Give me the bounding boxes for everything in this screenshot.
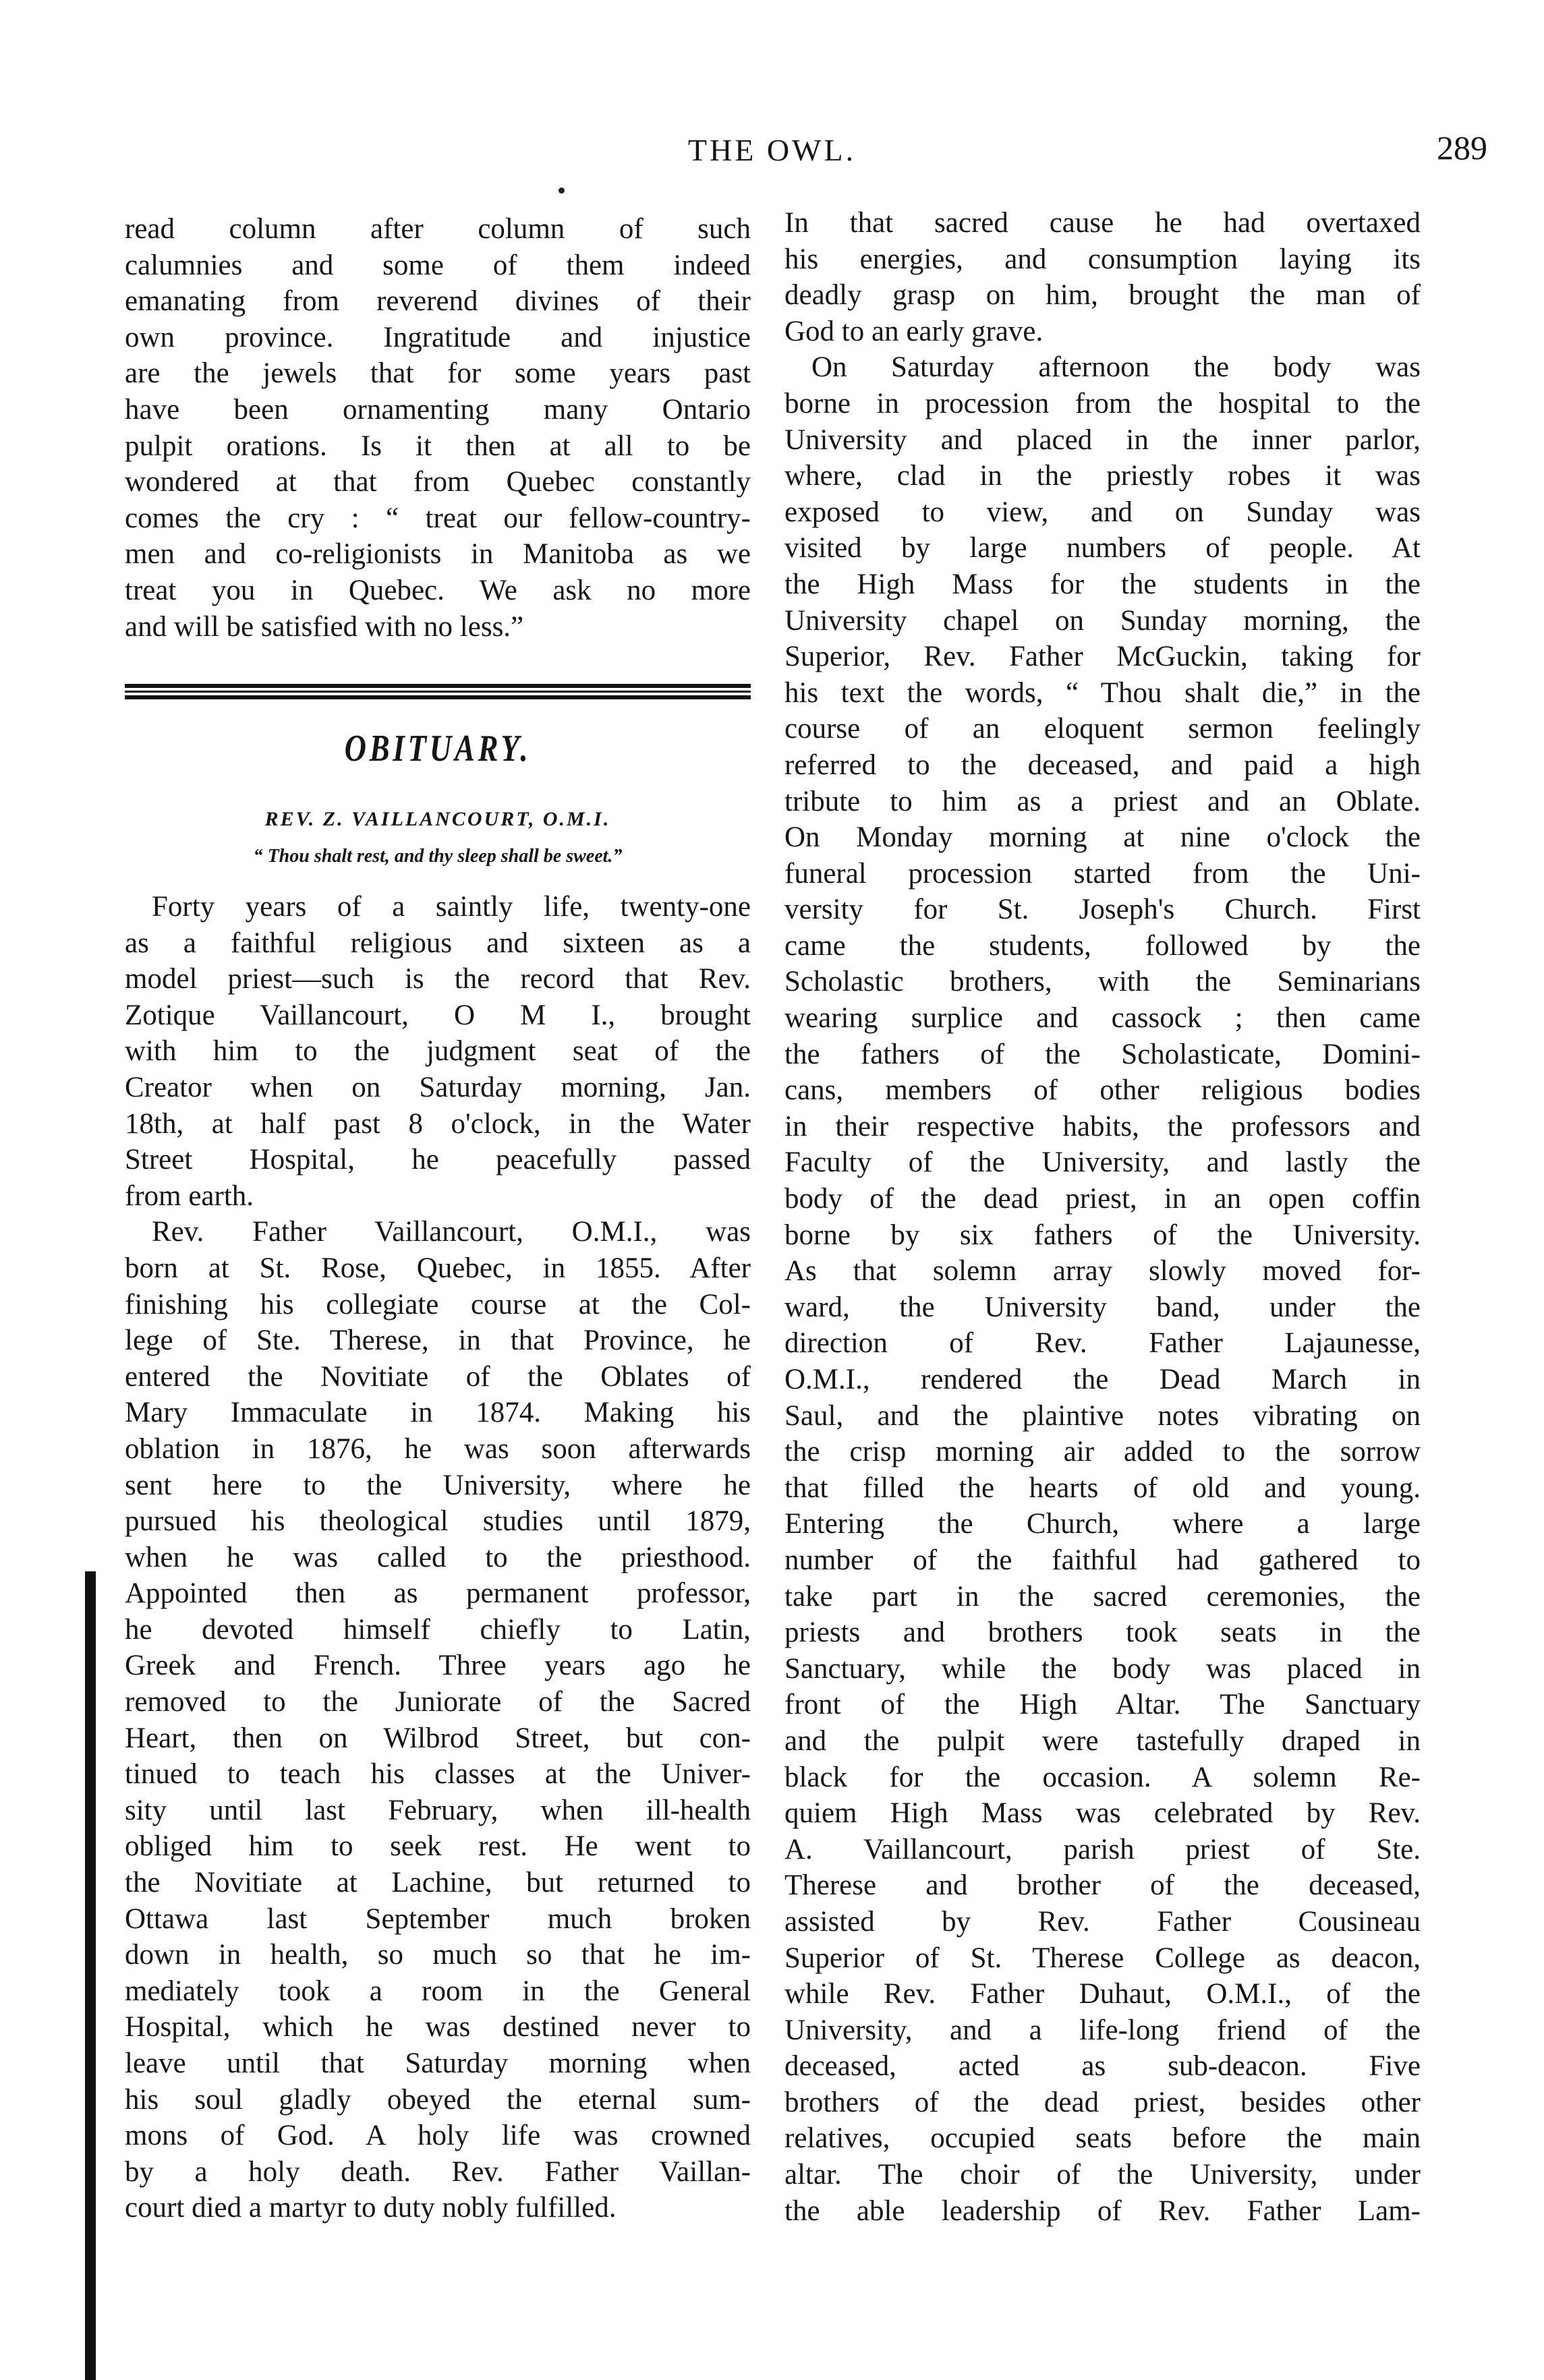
text-line: O.M.I., rendered the Dead March in (784, 1364, 1421, 1395)
text-line: and will be satisfied with no less.” (125, 610, 524, 643)
text-line: sent here to the University, where he (125, 1469, 751, 1501)
obituary-body (125, 889, 751, 2226)
text-line: men and co-religionists in Manitoba as we (125, 538, 751, 571)
text-line: brothers of the dead priest, besides other (784, 2086, 1421, 2118)
text-line: mediately took a room in the General (125, 1975, 751, 2007)
text-line: ward, the University band, under the (784, 1291, 1421, 1323)
text-line: Hospital, which he was destined never to (125, 2011, 751, 2043)
text-line: oblation in 1876, he was soon afterwards (125, 1432, 751, 1465)
text-line: Superior of St. Therese College as deacon, (784, 1942, 1421, 1974)
text-line: have been ornamenting many Ontario (125, 393, 751, 426)
text-line: with him to the judgment seat of the (125, 1035, 751, 1068)
text-line: court died a martyr to duty nobly fulfilled. (125, 2192, 617, 2224)
text-line: entered the Novitiate of the Oblates of (125, 1360, 751, 1393)
text-line: Mary Immaculate in 1874. Making his (125, 1397, 751, 1429)
text-line: his text the words, “ Thou shalt die,” in the (784, 676, 1421, 709)
text-line: Entering the Church, where a large (784, 1508, 1421, 1540)
text-line: Creator when on Saturday morning, Jan. (125, 1071, 751, 1103)
text-line: Street Hospital, he peacefully passed (125, 1144, 751, 1176)
text-line: direction of Rev. Father Lajaunesse, (784, 1327, 1421, 1360)
text-line: where, clad in the priestly robes it was (784, 460, 1421, 492)
text-line: take part in the sacred ceremonies, the (784, 1580, 1421, 1613)
text-line: funeral procession started from the Uni- (784, 857, 1421, 890)
text-line: referred to the deceased, and paid a high (784, 749, 1421, 781)
text-line: In that sacred cause he had overtaxed (784, 207, 1421, 239)
text-line: Heart, then on Wilbrod Street, but con- (125, 1722, 751, 1754)
text-line: deadly grasp on him, brought the man of (784, 279, 1421, 312)
text-line: tribute to him as a priest and an Oblate. (784, 785, 1421, 817)
left-column-continuation (125, 211, 751, 645)
text-line: by a holy death. Rev. Father Vaillan- (125, 2155, 751, 2188)
text-line: the Novitiate at Lachine, but returned to (125, 1867, 751, 1899)
text-line: as a faithful religious and sixteen as a (125, 927, 751, 959)
text-line: that filled the hearts of old and young. (784, 1472, 1421, 1504)
text-line: own province. Ingratitude and injustice (125, 321, 751, 353)
text-line: the fathers of the Scholasticate, Domini- (784, 1038, 1421, 1070)
text-line: body of the dead priest, in an open coffin (784, 1183, 1421, 1215)
text-line: Scholastic brothers, with the Seminarians (784, 966, 1421, 998)
text-line: cans, members of other religious bodies (784, 1074, 1421, 1107)
text-line: Ottawa last September much broken (125, 1903, 751, 1935)
text-line: down in health, so much so that he im- (125, 1939, 751, 1971)
text-line: the High Mass for the students in the (784, 568, 1421, 600)
text-line: pulpit orations. Is it then at all to be (125, 430, 751, 462)
text-line: sity until last February, when ill-health (125, 1794, 751, 1826)
text-line: black for the occasion. A solemn Re- (784, 1761, 1421, 1793)
text-line: in their respective habits, the professors and (784, 1110, 1421, 1142)
text-line: University and placed in the inner parlor, (784, 424, 1421, 456)
text-line: priests and brothers took seats in the (784, 1617, 1421, 1649)
rule-thick (125, 695, 751, 699)
text-line: tinued to teach his classes at the Univer- (125, 1758, 751, 1791)
text-line: lege of Ste. Therese, in that Province, he (125, 1325, 751, 1357)
text-line: versity for St. Joseph's Church. First (784, 894, 1421, 926)
text-line: Faculty of the University, and lastly the (784, 1147, 1421, 1179)
text-line: front of the High Altar. The Sanctuary (784, 1689, 1421, 1721)
text-line: Saul, and the plaintive notes vibrating on (784, 1399, 1421, 1432)
text-line: when he was called to the priesthood. (125, 1541, 751, 1573)
text-line: University, and a life-long friend of the (784, 2014, 1421, 2046)
text-line: exposed to view, and on Sunday was (784, 496, 1421, 528)
text-line: calumnies and some of them indeed (125, 249, 751, 281)
text-line: 18th, at half past 8 o'clock, in the Water (125, 1107, 751, 1140)
text-line: Appointed then as permanent professor, (125, 1577, 751, 1610)
text-line: born at St. Rose, Quebec, in 1855. After (125, 1252, 751, 1284)
text-line: course of an eloquent sermon feelingly (784, 713, 1421, 745)
text-line: his soul gladly obeyed the eternal sum- (125, 2083, 751, 2116)
text-line: obliged him to seek rest. He went to (125, 1830, 751, 1863)
scan-margin-shadow (85, 1571, 96, 2380)
text-line: University chapel on Sunday morning, the (784, 604, 1421, 637)
text-line: God to an early grave. (784, 315, 1043, 347)
text-line: pursued his theological studies until 1879, (125, 1505, 751, 1538)
text-line: assisted by Rev. Father Cousineau (784, 1905, 1421, 1938)
obituary-subtitle: REV. Z. VAILLANCOURT, O.M.I. (264, 808, 611, 830)
page-number: 289 (1437, 129, 1487, 167)
text-line: and the pulpit were tastefully draped in (784, 1724, 1421, 1757)
text-line: deceased, acted as sub-deacon. Five (784, 2050, 1421, 2083)
text-line: read column after column of such (125, 213, 751, 245)
text-line: came the students, followed by the (784, 929, 1421, 962)
text-line: Superior, Rev. Father McGuckin, taking for (784, 641, 1421, 673)
text-line: the able leadership of Rev. Father Lam- (784, 2195, 1421, 2227)
obituary-epigraph: “ Thou shalt rest, and thy sleep shall be sweet.” (253, 846, 623, 867)
text-line: Sanctuary, while the body was placed in (784, 1652, 1421, 1685)
text-line: visited by large numbers of people. At (784, 532, 1421, 564)
text-line: wondered at that from Quebec constantly (125, 466, 751, 498)
section-divider-rules (125, 684, 751, 702)
text-line: borne by six fathers of the University. (784, 1219, 1421, 1251)
text-line: removed to the Juniorate of the Sacred (125, 1686, 751, 1718)
text-line: from earth. (125, 1180, 254, 1212)
text-line: leave until that Saturday morning when (125, 2048, 751, 2079)
rule-thick (125, 684, 751, 688)
text-line: On Saturday afternoon the body was (811, 351, 1421, 384)
text-line: finishing his collegiate course at the Col- (125, 1288, 751, 1320)
text-line: On Monday morning at nine o'clock the (784, 821, 1421, 854)
text-line: Greek and French. Three years ago he (125, 1650, 751, 1682)
text-line: while Rev. Father Duhaut, O.M.I., of the (784, 1978, 1421, 2010)
text-line: model priest—such is the record that Rev. (125, 963, 751, 995)
text-line: altar. The choir of the University, under (784, 2159, 1421, 2191)
text-line: quiem High Mass was celebrated by Rev. (784, 1797, 1421, 1830)
running-head: THE OWL. (687, 133, 857, 167)
text-line: his energies, and consumption laying its (784, 243, 1421, 275)
text-line: As that solemn array slowly moved for- (784, 1255, 1421, 1287)
text-line: he devoted himself chiefly to Latin, (125, 1613, 751, 1646)
obituary-title: OBITUARY. (344, 728, 532, 770)
text-line: Rev. Father Vaillancourt, O.M.I., was (152, 1216, 751, 1248)
text-line: Therese and brother of the deceased, (784, 1869, 1421, 1902)
text-line: mons of God. A holy life was crowned (125, 2120, 751, 2152)
text-line: A. Vaillancourt, parish priest of Ste. (784, 1833, 1421, 1865)
text-line: number of the faithful had gathered to (784, 1544, 1421, 1576)
text-line: emanating from reverend divines of their (125, 285, 751, 318)
text-line: wearing surplice and cassock ; then came (784, 1002, 1421, 1035)
text-line: the crisp morning air added to the sorrow (784, 1436, 1421, 1468)
text-line: treat you in Quebec. We ask no more (125, 574, 751, 606)
rule-thin (125, 691, 751, 693)
text-line: comes the cry : “ treat our fellow-country- (125, 502, 751, 534)
print-speck (559, 187, 565, 194)
text-line: Forty years of a saintly life, twenty-one (152, 891, 751, 923)
text-line: borne in procession from the hospital to the (784, 387, 1421, 419)
text-line: Zotique Vaillancourt, O M I., brought (125, 999, 751, 1031)
right-column (784, 205, 1421, 2229)
text-line: relatives, occupied seats before the main (784, 2122, 1421, 2155)
text-line: are the jewels that for some years past (125, 357, 751, 390)
